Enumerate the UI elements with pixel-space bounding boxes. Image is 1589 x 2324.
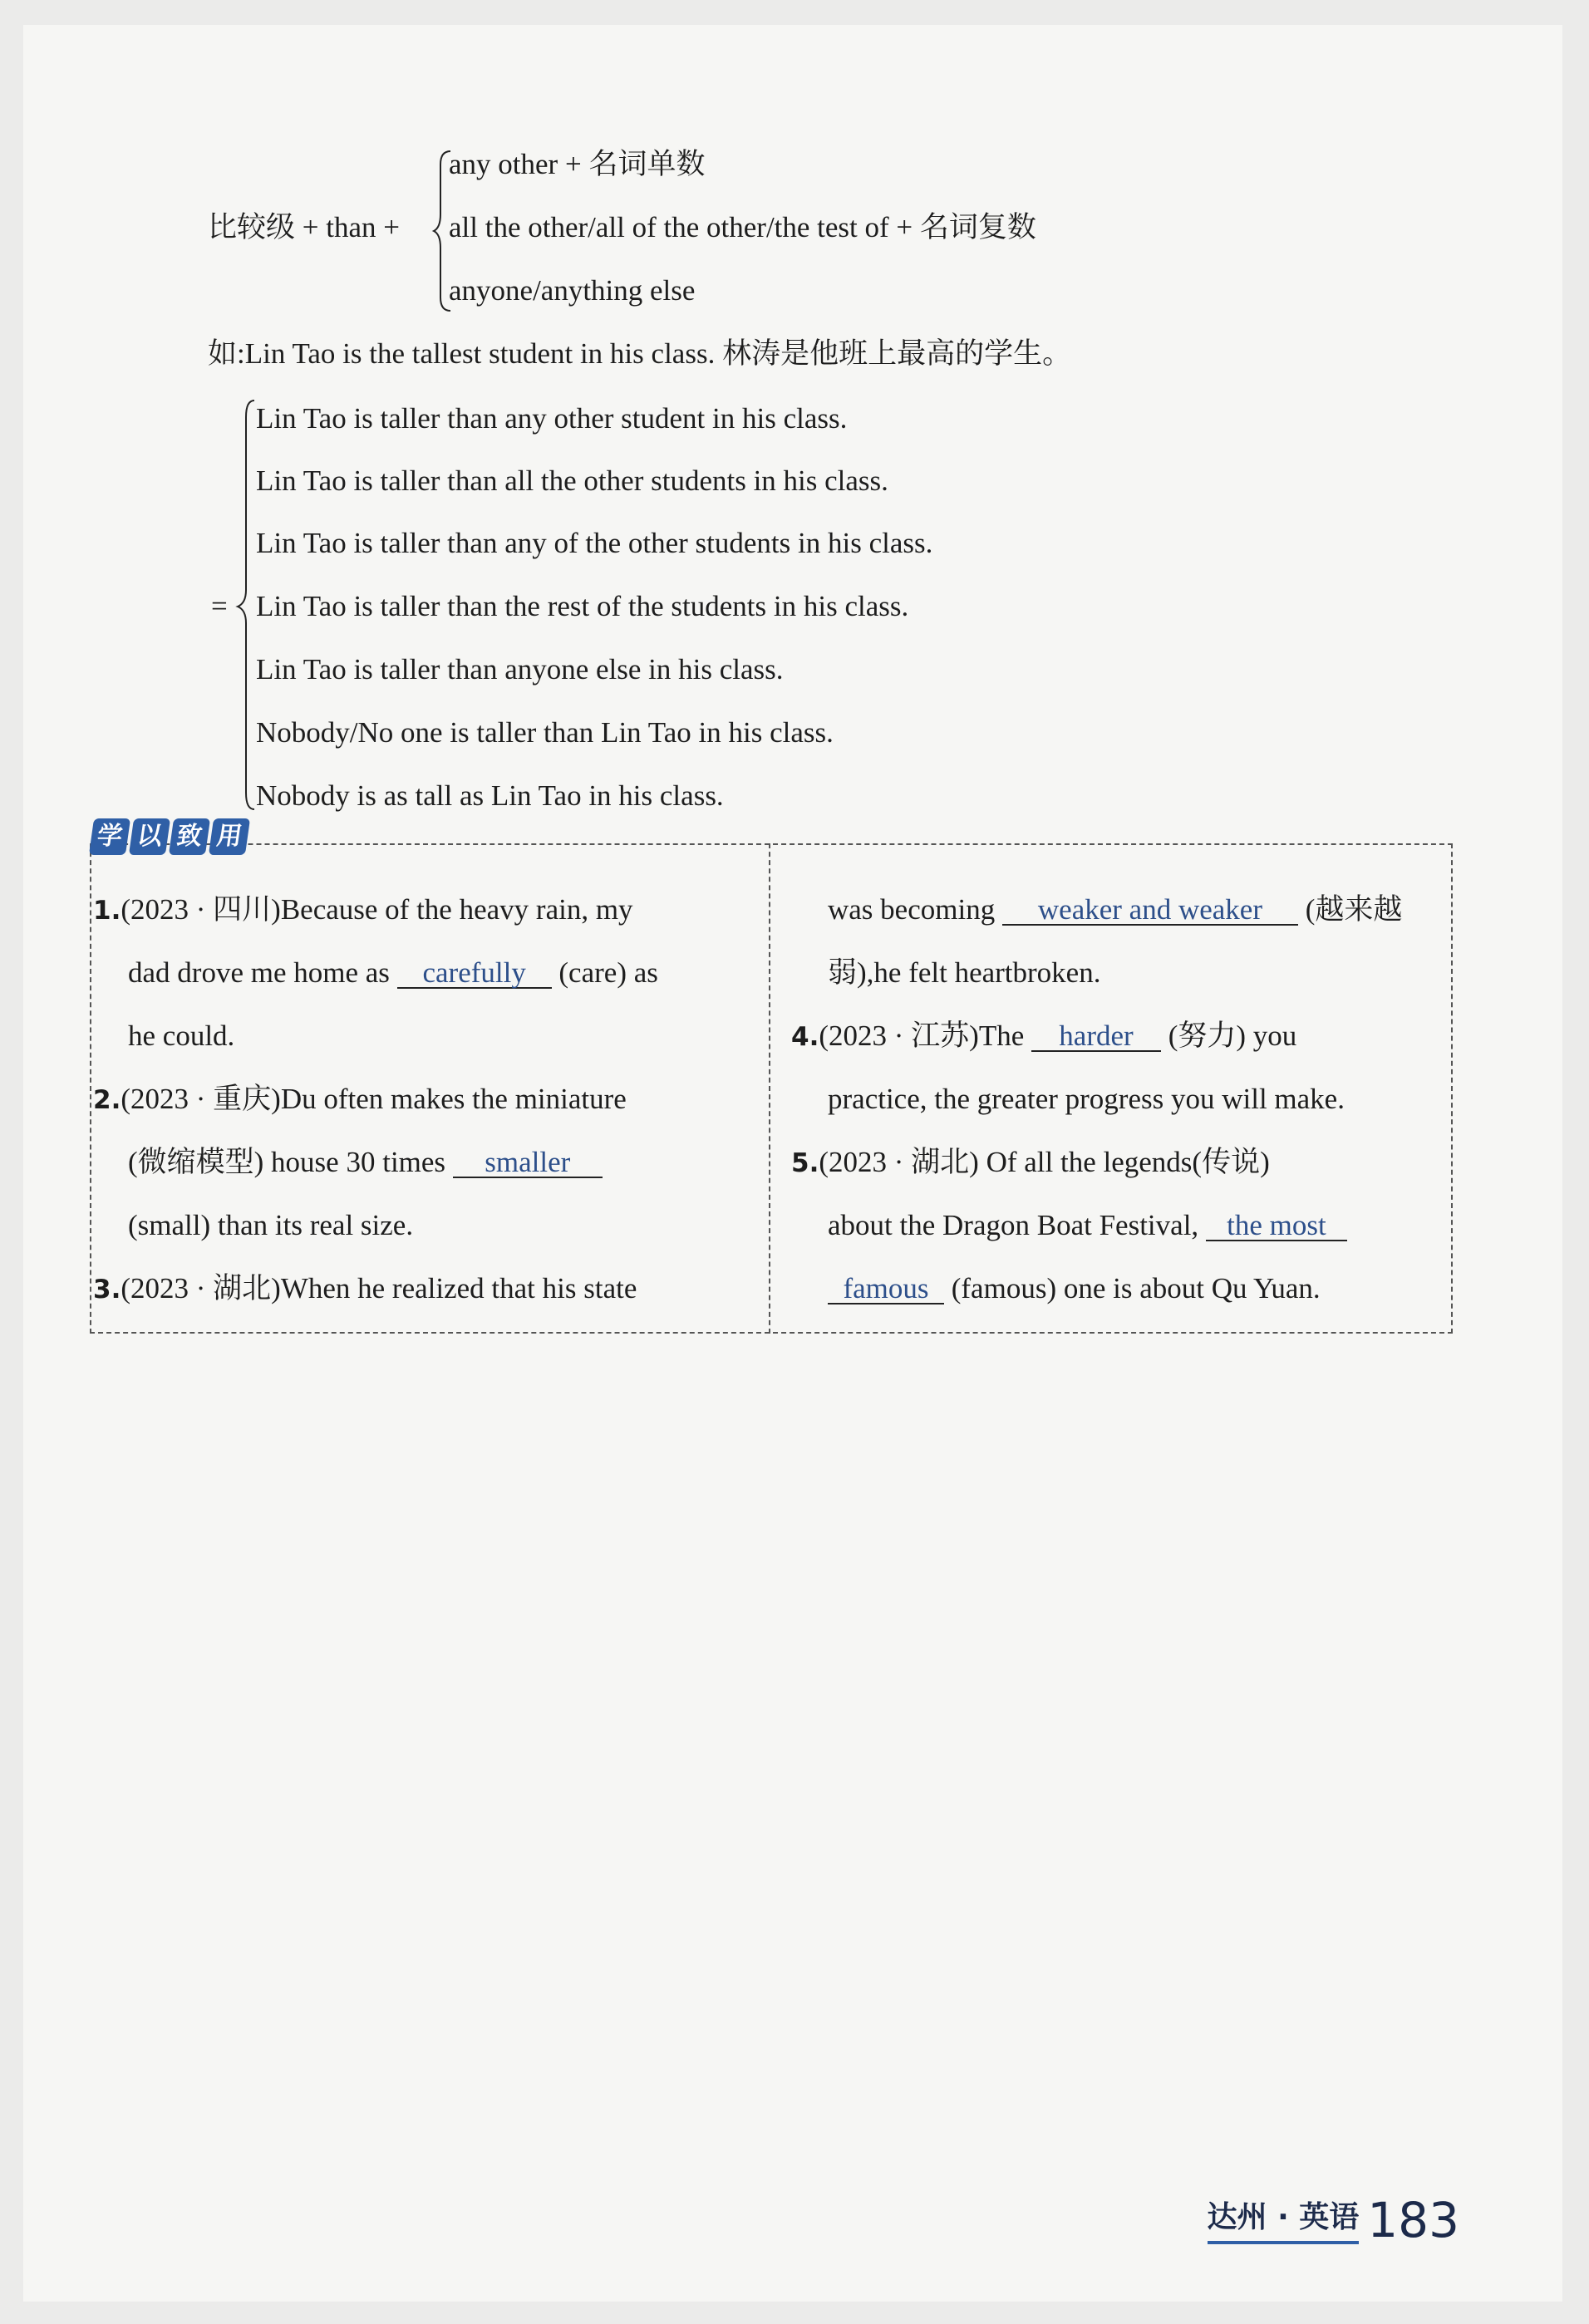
q4-text-1b: (努力) you <box>1168 1020 1297 1052</box>
q2-line-3: (small) than its real size. <box>128 1209 414 1241</box>
footer-label: 达州 · 英语 <box>1208 2194 1360 2244</box>
q1-line-1 <box>93 893 633 927</box>
q2-line-1 <box>93 1083 627 1117</box>
q2-text-2: (微缩模型) house 30 times <box>128 1146 446 1178</box>
example-intro: 如:Lin Tao is the tallest student in his class. 林涛是他班上最高的学生。 <box>208 337 1072 370</box>
q4-number: 4. <box>791 1022 819 1052</box>
badge-char: 学 <box>89 818 130 855</box>
badge-char: 致 <box>169 818 210 855</box>
rule-option-2: all the other/all of the other/the test of + 名词复数 <box>449 211 1036 243</box>
badge-char: 用 <box>209 818 250 855</box>
rule-prefix: 比较级 + than + <box>208 211 400 243</box>
equivalent-7: Nobody is as tall as Lin Tao in his class. <box>256 779 724 812</box>
q2-number: 2. <box>93 1085 121 1115</box>
q5-line-1 <box>791 1146 1270 1180</box>
q3-number: 3. <box>93 1275 121 1304</box>
q1-text-1: (2023 · 四川)Because of the heavy rain, my <box>121 893 633 926</box>
equivalent-6: Nobody/No one is taller than Lin Tao in his class. <box>256 716 834 749</box>
equals-sign: = <box>211 590 228 622</box>
rule-option-3: anyone/anything else <box>449 274 696 307</box>
q3-text-2b: (越来越 <box>1305 893 1403 926</box>
q5-answer-blank-a[interactable]: the most <box>1206 1211 1347 1241</box>
q2-text-1: (2023 · 重庆)Du often makes the miniature <box>121 1083 627 1115</box>
q1-line-2 <box>128 956 658 990</box>
q1-number: 1. <box>93 896 121 926</box>
badge-char: 以 <box>129 818 170 855</box>
q5-line-3 <box>828 1272 1321 1305</box>
equivalent-4: Lin Tao is taller than the rest of the students in his class. <box>256 590 909 622</box>
q1-line-3: he could. <box>128 1020 235 1052</box>
page-footer <box>1207 2192 1459 2248</box>
q4-answer-blank[interactable]: harder <box>1031 1022 1161 1052</box>
q5-line-2 <box>828 1209 1347 1242</box>
q4-line-1 <box>791 1020 1296 1054</box>
q3-text-2: was becoming <box>828 893 996 926</box>
q3-line-2 <box>828 893 1402 926</box>
q1-text-2b: (care) as <box>558 956 658 989</box>
practice-divider <box>769 843 770 1334</box>
q3-line-3: 弱),he felt heartbroken. <box>828 956 1101 989</box>
equivalent-1: Lin Tao is taller than any other student in his class. <box>256 402 848 435</box>
q2-line-2 <box>128 1146 603 1179</box>
q4-line-2: practice, the greater progress you will make. <box>828 1083 1345 1115</box>
q1-answer-blank[interactable]: carefully <box>397 959 552 989</box>
q4-text-1: (2023 · 江苏)The <box>819 1020 1025 1052</box>
q3-answer-blank[interactable]: weaker and weaker <box>1002 896 1298 926</box>
q3-text-1: (2023 · 湖北)When he realized that his state <box>121 1272 637 1304</box>
equivalent-5: Lin Tao is taller than anyone else in his class. <box>256 653 784 685</box>
q1-text-2: dad drove me home as <box>128 956 390 989</box>
q5-number: 5. <box>791 1148 819 1178</box>
practice-badge <box>91 818 248 860</box>
equivalent-2: Lin Tao is taller than all the other students in his class. <box>256 464 888 497</box>
equivalent-3: Lin Tao is taller than any of the other students in his class. <box>256 527 933 559</box>
q5-text-1: (2023 · 湖北) Of all the legends(传说) <box>819 1146 1270 1178</box>
page-number: 183 <box>1367 2192 1459 2248</box>
q5-text-2: about the Dragon Boat Festival, <box>828 1209 1199 1241</box>
q3-line-1 <box>93 1272 637 1306</box>
q5-text-3: (famous) one is about Qu Yuan. <box>951 1272 1321 1304</box>
q5-answer-blank-b[interactable]: famous <box>828 1275 944 1304</box>
q2-answer-blank[interactable]: smaller <box>453 1148 603 1178</box>
rule-option-1: any other + 名词单数 <box>449 148 706 180</box>
